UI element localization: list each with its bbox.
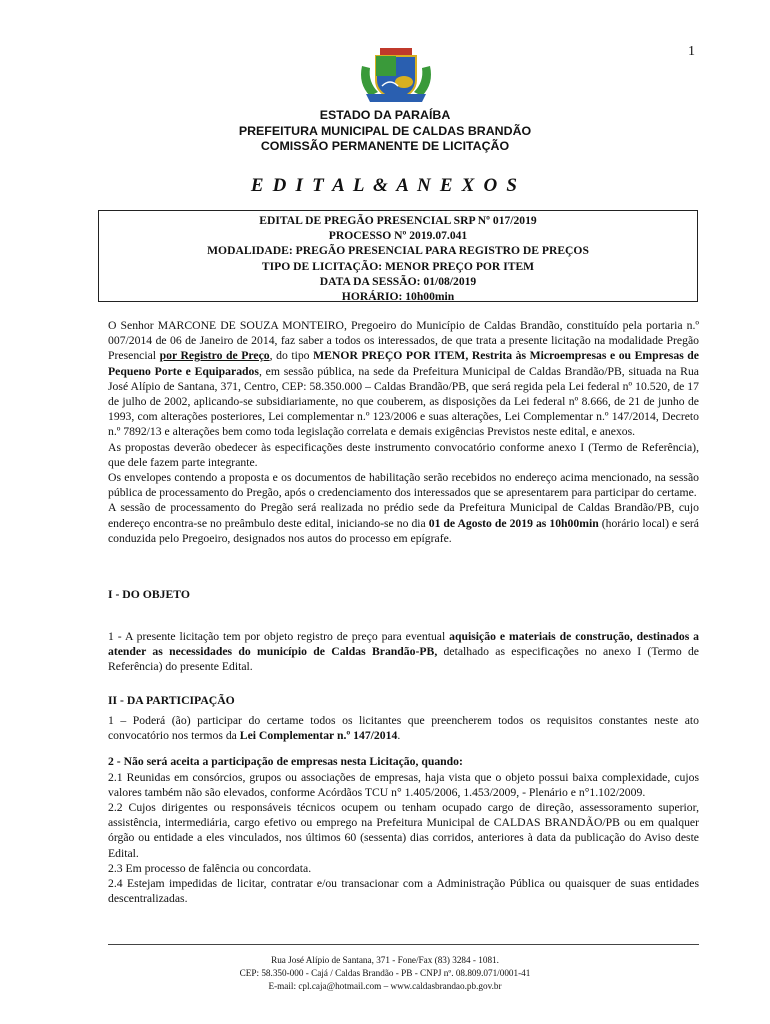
header-commission: COMISSÃO PERMANENTE DE LICITAÇÃO: [260, 139, 510, 153]
municipal-crest-icon: [356, 46, 436, 106]
section-1-heading: I - DO OBJETO: [108, 588, 190, 601]
footer-cep: CEP: 58.350-000 - Cajá / Caldas Brandão - PB - CNPJ nº. 08.809.071/0001-41: [239, 968, 531, 978]
page-number: 1: [688, 44, 695, 59]
process-number: PROCESSO Nº 2019.07.041: [328, 229, 468, 243]
edital-number: EDITAL DE PREGÃO PRESENCIAL SRP Nº 017/2019: [259, 214, 537, 227]
document-header: [0, 108, 770, 155]
footer-address: Rua José Alípio de Santana, 371 - Fone/Fax (83) 3284 - 1081.: [271, 955, 499, 965]
section-2-heading: II - DA PARTICIPAÇÃO: [108, 694, 235, 707]
intro-paragraph-2: As propostas deverão obedecer às especificações deste instrumento convocatório conforme anexo I (Termo de Referência), que dele fazem parte integrante.: [108, 440, 699, 469]
intro-paragraph-1: O Senhor MARCONE DE SOUZA MONTEIRO, Pregoeiro do Município de Caldas Brandão, constituído pela portaria n.º 007/2014 de 06 de Janeiro de 2014, faz saber a todos os interessados, de que trata a presente licitação na modalidade Pregão Presencial por Registro de Preço, do tipo MENOR PREÇO POR ITEM, Restrita às Microempresas e ou Empresas de Pequeno Porte e Equiparados, em sessão pública, na sede da Prefeitura Municipal de Caldas Brandão/PB, situada na Rua José Alípio de Santana, 371, Centro, CEP: 58.350.000 – Caldas Brandão/PB, que será regida pela Lei federal nº 10.520, de 17 de julho de 2002, aplicando-se subsidiariamente, no que couberem, as disposições da Lei federal nº 8.666, de 21 de junho de 1993, com alterações posteriores, Lei complementar n.º 123/2006 e suas alterações, Lei Complementar n.º 147/2014, Decreto n.º 7892/13 e alterações bem como toda legislação correlata e demais exigências Previstos neste edital, e anexos.: [108, 319, 699, 439]
exclusion-heading: 2 - Não será aceita a participação de empresas nesta Licitação, quando:: [108, 755, 463, 769]
header-state: ESTADO DA PARAÍBA: [319, 108, 451, 122]
session-date: DATA DA SESSÃO: 01/08/2019: [319, 274, 477, 288]
document-footer: [0, 954, 770, 993]
exclusion-item-2-2: 2.2 Cujos dirigentes ou responsáveis técnicos ocupem ou tenham ocupado cargo de direção, assessoramento superior, assistência, intermediária, cargo efetivo ou emprego na Prefeitura Municipal de CALDAS BRANDÃO/PB ou em qualquer órgão ou entidade a eles vinculados, nos últimos 60 (sessenta) dias corridos, anteriores à data da publicação do Aviso deste Edital.: [108, 801, 699, 860]
intro-paragraph-4: A sessão de processamento do Pregão será realizada no prédio sede da Prefeitura Municipal de Caldas Brandão/PB, cujo endereço encontra-se no preâmbulo deste edital, iniciando-se no dia 01 de Agosto de 2019 as 10h00min (horário local) e será conduzida pelo Pregoeiro, designados nos autos do processo em epígrafe.: [108, 501, 699, 545]
participation-item-1: 1 – Poderá (ão) participar do certame todos os licitantes que preencherem todos os requisitos constantes neste ato convocatório nos termos da Lei Complementar n.º 147/2014.: [108, 714, 699, 743]
exclusion-item-2-4: 2.4 Estejam impedidas de licitar, contratar e/ou transacionar com a Administração Pública ou quaisquer de suas entidades descentralizadas.: [108, 877, 699, 906]
intro-text: [108, 318, 699, 546]
page-title: E D I T A L & A N E X O S: [250, 175, 520, 196]
exclusion-item-2-1: 2.1 Reunidas em consórcios, grupos ou associações de empresas, haja vista que o objeto possui baixa complexidade, cujos valores também não são elevados, conforme Acórdãos TCU n° 1.405/2006, 1.453/2009, - Plenário e n°1.102/2009.: [108, 770, 699, 799]
edital-summary-box: [98, 210, 698, 302]
exclusion-item-2-3: 2.3 Em processo de falência ou concordata.: [108, 861, 312, 875]
intro-paragraph-3: Os envelopes contendo a proposta e os documentos de habilitação serão recebidos no endereço acima mencionado, na sessão pública de processamento do Pregão, após o credenciamento dos interessados que se apresentarem para participar do certame.: [108, 471, 699, 500]
footer-contact: E-mail: cpl.caja@hotmail.com – www.caldasbrandao.pb.gov.br: [268, 981, 502, 991]
bid-type: TIPO DE LICITAÇÃO: MENOR PREÇO POR ITEM: [261, 259, 535, 273]
modality: MODALIDADE: PREGÃO PRESENCIAL PARA REGISTRO DE PREÇOS: [207, 244, 589, 258]
footer-divider: [108, 944, 699, 945]
section-1-text: 1 - A presente licitação tem por objeto registro de preço para eventual aquisição e materiais de construção, destinados a atender as necessidades do município de Caldas Brandão-PB, detalhado as especificações no anexo I (Termo de Referência) do presente Edital.: [108, 630, 700, 674]
section-2-text: [108, 713, 699, 906]
header-prefecture: PREFEITURA MUNICIPAL DE CALDAS BRANDÃO: [238, 123, 532, 138]
session-time: HORÁRIO: 10h00min: [341, 290, 455, 304]
